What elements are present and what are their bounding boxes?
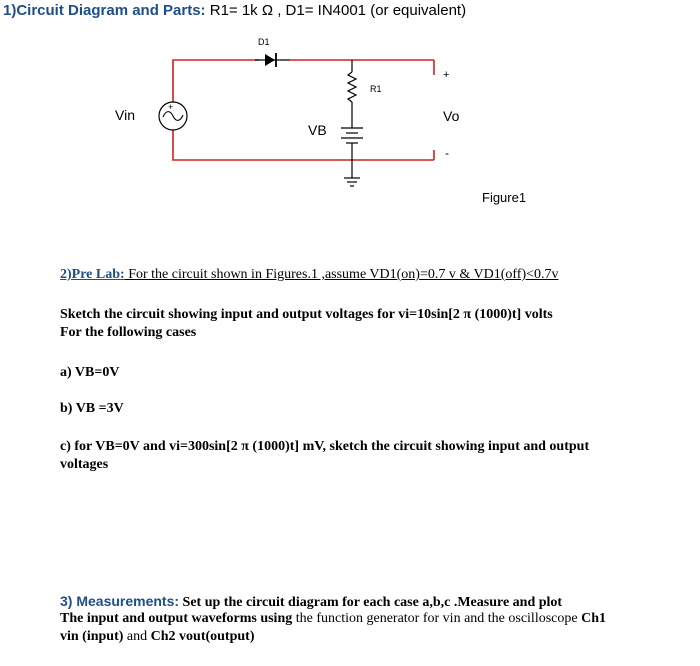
case-c-line-2: voltages (60, 457, 109, 472)
vin-label: Vin (115, 107, 135, 123)
battery-vb-label: VB (308, 122, 327, 138)
resistor-r1 (348, 60, 382, 128)
figure-caption: Figure1 (482, 190, 527, 205)
prelab-text: For the circuit shown in Figures.1 ,assume VD1(on)=0.7 v & VD1(off)<0.7v (124, 267, 559, 282)
measurements-line-2a: The input and output waveforms using (60, 611, 293, 626)
sketch-line-1: Sketch the circuit showing input and output voltages for vi=10sin[2 π (1000)t] volts (60, 307, 553, 322)
measurements-line-1-rest: Set up the circuit diagram for each case a,b,c .Measure and plot (179, 595, 563, 610)
circuit-wires (173, 60, 434, 160)
ac-source-vin (115, 102, 187, 130)
measurements-line-3a: vin (input) (60, 629, 124, 644)
case-c-line-1: c) for VB=0V and vi=300sin[2 π (1000)t] mV, sketch the circuit showing input and output (60, 439, 590, 454)
vo-plus-label: + (443, 69, 450, 81)
case-b: b) VB =3V (60, 401, 124, 416)
resistor-r1-label: R1 (370, 84, 382, 94)
measurements-line-2 (60, 611, 606, 627)
measurements-line-3 (60, 629, 255, 645)
sketch-line-2: For the following cases (60, 325, 197, 340)
vo-label: Vo (443, 108, 460, 124)
measurements-line-3c: Ch2 vout(output) (150, 629, 255, 644)
prelab-label: 2)Pre Lab: (60, 267, 125, 282)
measurements-line-3b: and (123, 629, 151, 644)
measurements-line-2c: Ch1 (581, 611, 606, 626)
vo-minus-label: - (445, 146, 449, 160)
measurements-label: 3) Measurements: (60, 593, 180, 609)
measurements-line-1 (60, 593, 562, 611)
diode-d1 (255, 37, 290, 67)
case-a: a) VB=0V (60, 365, 120, 380)
section1-title: 1)Circuit Diagram and Parts: (3, 2, 206, 19)
prelab-line (60, 267, 559, 283)
battery-vb (308, 122, 363, 186)
section1-parts: R1= 1k Ω , D1= IN4001 (or equivalent) (205, 2, 467, 19)
circuit-diagram (0, 0, 700, 260)
output-vo (443, 69, 460, 160)
svg-text:+: + (168, 102, 174, 112)
diode-d1-label: D1 (258, 37, 270, 47)
measurements-line-2b: the function generator for vin and the oscilloscope (292, 611, 582, 626)
